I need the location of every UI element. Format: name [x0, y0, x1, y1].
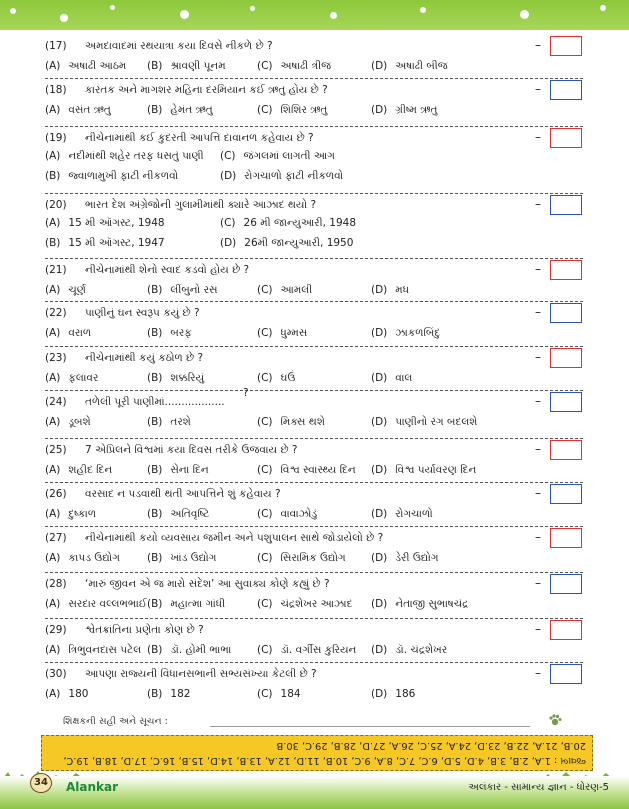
- option-letter: (D): [220, 237, 237, 249]
- option-letter: (A): [45, 688, 61, 700]
- option-item[interactable]: [147, 551, 216, 565]
- option-item[interactable]: [147, 463, 209, 477]
- question-block: [45, 387, 583, 439]
- option-item[interactable]: [147, 507, 209, 521]
- answer-box[interactable]: [550, 392, 582, 412]
- option-letter: (C): [220, 150, 236, 162]
- option-letter: (B): [147, 284, 163, 296]
- option-letter: (D): [371, 464, 388, 476]
- option-letter: (B): [147, 644, 163, 656]
- option-text: કાપડ ઉદ્યોગ: [68, 552, 120, 564]
- option-item[interactable]: [147, 326, 192, 340]
- option-text: તરશે: [170, 416, 191, 428]
- option-item[interactable]: [371, 507, 433, 521]
- option-item[interactable]: [371, 371, 412, 385]
- brand-logo: Alankar: [66, 780, 119, 794]
- option-item[interactable]: [45, 463, 112, 477]
- option-text: ખાંડ ઉદ્યોગ: [170, 552, 217, 564]
- option-letter: (B): [147, 598, 163, 610]
- question-text: અમદાવાદમાં રથયાત્રા કયા દિવસે નીકળે છે ?: [85, 40, 273, 52]
- answer-dash: –: [535, 394, 541, 408]
- option-item[interactable]: [220, 149, 335, 163]
- option-text: ડૉ. વર્ગીસ કુરિયન: [280, 644, 357, 656]
- answer-dash: –: [535, 82, 541, 96]
- answer-dash: –: [535, 130, 541, 144]
- option-text: શ્રાવણી પૂનમ: [170, 60, 226, 72]
- question-text: નીચેનામાંથી કયો વ્યવસાય જમીન અને પશુપાલન સાથે જોડાયેલો છે ?: [85, 532, 384, 544]
- option-text: રોગચાળો: [395, 508, 433, 520]
- question-number: (24): [45, 396, 67, 408]
- option-letter: (A): [45, 284, 61, 296]
- answer-dash: –: [535, 576, 541, 590]
- question-block: [45, 36, 583, 79]
- option-item[interactable]: [257, 415, 325, 429]
- header-band: [0, 0, 629, 30]
- option-item[interactable]: [45, 687, 88, 701]
- decorative-dot: [520, 10, 529, 19]
- option-text: અષાઢી આઠમ: [68, 60, 127, 72]
- option-text: વિશ્વ પર્યાવરણ દિન: [395, 464, 477, 476]
- footer-title: અલંકાર - સામાન્ય જ્ઞાન - ધોરણ-5: [468, 782, 609, 793]
- option-letter: (B): [147, 104, 163, 116]
- option-letter: (B): [147, 552, 163, 564]
- option-item[interactable]: [257, 687, 301, 701]
- option-text: ડૂબશે: [68, 416, 91, 428]
- option-text: શિશિર ઋતુ: [280, 104, 328, 116]
- option-letter: (C): [257, 464, 273, 476]
- option-text: શહીદ દિન: [68, 464, 113, 476]
- answer-box[interactable]: [550, 574, 582, 594]
- answer-box[interactable]: [550, 348, 582, 368]
- option-text: 184: [280, 688, 301, 700]
- option-letter: (C): [257, 60, 273, 72]
- option-letter: (A): [45, 416, 61, 428]
- question-text: શ્વેતક્રાંતિના પ્રણેતા કોણ છે ?: [85, 624, 204, 636]
- option-text: વાવાઝોડું: [280, 508, 318, 520]
- option-text: 180: [68, 688, 89, 700]
- option-item[interactable]: [371, 597, 468, 611]
- decorative-dot: [250, 6, 255, 11]
- answer-dash: –: [535, 262, 541, 276]
- question-block: [45, 195, 583, 259]
- question-text: વરસાદ ન પડવાથી થતી આપત્તિને શું કહેવાય ?: [85, 488, 281, 500]
- question-text: પાણીનું ઘન સ્વરૂપ કયું છે ?: [85, 307, 200, 319]
- option-item[interactable]: [45, 216, 165, 230]
- option-letter: (C): [257, 327, 273, 339]
- option-letter: (A): [45, 60, 61, 72]
- question-number: (19): [45, 132, 67, 144]
- option-letter: (D): [371, 644, 388, 656]
- option-letter: (B): [147, 464, 163, 476]
- decorative-dot: [600, 5, 606, 11]
- option-text: 15 મી ઑગસ્ટ, 1947: [68, 237, 165, 249]
- decorative-dot: [60, 14, 68, 22]
- option-text: ચંદ્રશેખર આઝાદ: [280, 598, 353, 610]
- option-letter: (C): [220, 217, 236, 229]
- option-letter: (A): [45, 327, 61, 339]
- question-text: નીચેનામાંથી કઈ કુદરતી આપત્તિ દાવાનળ કહેવાય છે ?: [85, 132, 314, 144]
- option-letter: (C): [257, 284, 273, 296]
- option-text: હેમંત ઋતુ: [170, 104, 213, 116]
- signature-line[interactable]: [210, 726, 530, 727]
- question-text: નીચેનામાંથી કયું કઠોળ છે ?: [85, 352, 204, 364]
- question-number: (25): [45, 444, 67, 456]
- option-text: 26મી જાન્યુઆરી, 1950: [244, 237, 354, 249]
- question-number: (21): [45, 264, 67, 276]
- option-item[interactable]: [371, 643, 447, 657]
- option-text: અષાઢી ત્રીજ: [280, 60, 332, 72]
- option-letter: (A): [45, 598, 61, 610]
- question-number: (22): [45, 307, 67, 319]
- option-item[interactable]: [371, 283, 409, 297]
- option-text: જ્વાળામુખી ફાટી નીકળવો: [68, 170, 179, 182]
- question-text: ભારત દેશ અંગ્રેજોની ગુલામીમાંથી ક્યારે આઝાદ થયો ?: [85, 199, 317, 211]
- option-text: રોગચાળો ફાટી નીકળવો: [244, 170, 344, 182]
- option-letter: (C): [257, 416, 273, 428]
- option-text: ચૂર્ણ: [68, 284, 86, 296]
- answer-dash: –: [535, 197, 541, 211]
- option-item[interactable]: [45, 326, 91, 340]
- option-letter: (B): [45, 237, 61, 249]
- option-letter: (D): [371, 372, 388, 384]
- option-item[interactable]: [147, 371, 204, 385]
- option-item[interactable]: [371, 687, 415, 701]
- option-text: મધ: [395, 284, 409, 296]
- option-letter: (B): [147, 508, 163, 520]
- option-item[interactable]: [257, 507, 317, 521]
- option-letter: (C): [257, 552, 273, 564]
- question-text: 7 એપ્રિલને વિશ્વમાં કયા દિવસ તરીકે ઉજવાય છે ?: [85, 444, 298, 456]
- page-number: 34: [30, 773, 52, 793]
- paw-icon: [548, 713, 562, 727]
- answer-box[interactable]: [550, 440, 582, 460]
- question-text: નીચેનામાંથી શેનો સ્વાદ કડવો હોય છે ?: [85, 264, 250, 276]
- option-letter: (A): [45, 644, 61, 656]
- question-text: કારતક અને માગશર મહિના દરમિયાન કઈ ઋતુ હોય છે ?: [85, 84, 328, 96]
- option-item[interactable]: [147, 597, 225, 611]
- option-text: 182: [170, 688, 191, 700]
- option-letter: (A): [45, 104, 61, 116]
- question-number: (18): [45, 84, 67, 96]
- option-letter: (D): [371, 60, 388, 72]
- option-item[interactable]: [371, 415, 477, 429]
- option-letter: (C): [257, 598, 273, 610]
- option-letter: (B): [147, 327, 163, 339]
- question-block: [45, 260, 583, 302]
- option-letter: (B): [147, 372, 163, 384]
- option-letter: (C): [257, 372, 273, 384]
- option-item[interactable]: [257, 326, 307, 340]
- question-number: (29): [45, 624, 67, 636]
- option-text: ધુમ્મસ: [280, 327, 308, 339]
- option-text: નદીમાંથી શહેર તરફ ધસતું પાણી: [68, 150, 204, 162]
- question-text: આપણા રાજ્યની વિધાનસભાની સભ્યસંખ્યા કેટલી છે ?: [85, 668, 317, 680]
- option-text: અષાઢી બીજ: [395, 60, 448, 72]
- answer-dash: –: [535, 305, 541, 319]
- question-number: (23): [45, 352, 67, 364]
- option-letter: (D): [371, 284, 388, 296]
- option-item[interactable]: [257, 463, 356, 477]
- option-text: 26 મી જાન્યુઆરી, 1948: [243, 217, 357, 229]
- option-item[interactable]: [45, 507, 96, 521]
- question-block: [45, 440, 583, 483]
- option-letter: (D): [371, 508, 388, 520]
- question-number: (26): [45, 488, 67, 500]
- question-number: (20): [45, 199, 67, 211]
- option-text: સિરામિક ઉદ્યોગ: [280, 552, 346, 564]
- option-text: મિક્સ થશે: [280, 416, 325, 428]
- option-text: 15 મી ઑગસ્ટ, 1948: [68, 217, 165, 229]
- answer-box[interactable]: [550, 260, 582, 280]
- question-number: (28): [45, 578, 67, 590]
- question-block: [45, 484, 583, 527]
- answer-key-box: [41, 735, 593, 771]
- option-item[interactable]: [257, 643, 356, 657]
- option-item[interactable]: [45, 283, 86, 297]
- option-text: ઝાકળબિંદુ: [395, 327, 441, 339]
- option-letter: (C): [257, 644, 273, 656]
- answer-box[interactable]: [550, 484, 582, 504]
- option-text: દુષ્કાળ: [68, 508, 97, 520]
- option-item[interactable]: [371, 103, 437, 117]
- option-text: ઘઉં: [280, 372, 296, 384]
- decorative-dot: [420, 7, 426, 13]
- answer-box[interactable]: [550, 528, 582, 548]
- option-text: વાલ: [395, 372, 413, 384]
- option-item[interactable]: [371, 551, 439, 565]
- question-block: [45, 80, 583, 127]
- option-item[interactable]: [147, 103, 213, 117]
- option-item[interactable]: [45, 169, 178, 183]
- option-text: ડૉ. હોમી ભાભા: [170, 644, 232, 656]
- answer-box[interactable]: [550, 195, 582, 215]
- answer-dash: –: [535, 442, 541, 456]
- answer-box[interactable]: [550, 303, 582, 323]
- option-text: વસંત ઋતુ: [68, 104, 111, 116]
- option-text: ડેરી ઉદ્યોગ: [395, 552, 439, 564]
- question-number: (17): [45, 40, 67, 52]
- question-text: ‘મારું જીવન એ જ મારો સંદેશ’ આ સુવાક્ય કોણે કહ્યું છે ?: [85, 578, 330, 590]
- answer-key-text: જવાબ : 1.A, 2.B, 3.B, 4.D, 5.D, 6.C, 7.C, 8.A, 9.C, 10.B, 11.D, 12.A, 13.B, 14.D, 15.B, 16.C, 17.D, 18.B, 19.C, 20.B, 21.A, 22.B, 23.D, 24.A, 25.C, 26.A, 27.D, 28.B, 29.C, 30.B: [63, 740, 586, 766]
- option-item[interactable]: [371, 463, 476, 477]
- option-letter: (D): [371, 327, 388, 339]
- question-mark: ?: [243, 387, 249, 399]
- option-text: સરદાર વલ્લભભાઈ: [68, 598, 147, 610]
- option-letter: (B): [147, 416, 163, 428]
- answer-box[interactable]: [550, 36, 582, 56]
- option-letter: (C): [257, 104, 273, 116]
- option-letter: (A): [45, 464, 61, 476]
- question-text: તળેલી પૂરી પાણીમાં..................: [85, 396, 225, 408]
- option-item[interactable]: [45, 371, 98, 385]
- option-item[interactable]: [257, 59, 331, 73]
- option-item[interactable]: [371, 59, 448, 73]
- question-block: [45, 528, 583, 573]
- option-text: લીંબુનો રસ: [170, 284, 218, 296]
- option-item[interactable]: [45, 149, 204, 163]
- option-letter: (A): [45, 508, 61, 520]
- question-block: [45, 574, 583, 619]
- answer-dash: –: [535, 622, 541, 636]
- answer-box[interactable]: [550, 80, 582, 100]
- option-text: ફલાવર: [68, 372, 99, 384]
- question-block: [45, 664, 583, 706]
- option-text: વિશ્વ સ્વાસ્થ્ય દિન: [280, 464, 356, 476]
- option-text: ત્રિભુવનદાસ પટેલ: [68, 644, 142, 656]
- option-item[interactable]: [220, 236, 353, 250]
- answer-dash: –: [535, 350, 541, 364]
- option-item[interactable]: [257, 597, 352, 611]
- option-letter: (B): [147, 688, 163, 700]
- option-text: પાણીનો રંગ બદલશે: [395, 416, 478, 428]
- option-letter: (D): [371, 552, 388, 564]
- option-letter: (D): [371, 688, 388, 700]
- option-item[interactable]: [45, 597, 147, 611]
- option-item[interactable]: [45, 236, 165, 250]
- option-item[interactable]: [45, 551, 120, 565]
- decorative-dot: [110, 5, 115, 10]
- option-letter: (D): [371, 416, 388, 428]
- option-text: બરફ: [170, 327, 192, 339]
- option-item[interactable]: [220, 169, 343, 183]
- option-letter: (D): [371, 104, 388, 116]
- option-letter: (A): [45, 217, 61, 229]
- option-letter: (B): [45, 170, 61, 182]
- option-item[interactable]: [147, 59, 226, 73]
- option-text: ગ્રીષ્મ ઋતુ: [395, 104, 438, 116]
- signature-label: શિક્ષકની સહી અને સૂચન :: [63, 716, 168, 727]
- option-item[interactable]: [45, 103, 111, 117]
- option-letter: (A): [45, 150, 61, 162]
- decorative-dot: [10, 8, 16, 14]
- option-item[interactable]: [257, 551, 346, 565]
- option-letter: (D): [371, 598, 388, 610]
- option-text: શક્કરિયું: [170, 372, 205, 384]
- option-letter: (A): [45, 372, 61, 384]
- decorative-dot: [180, 10, 189, 19]
- option-item[interactable]: [45, 59, 126, 73]
- answer-dash: –: [535, 530, 541, 544]
- answer-box[interactable]: [550, 664, 582, 684]
- option-text: વરાળ: [68, 327, 92, 339]
- option-item[interactable]: [147, 283, 218, 297]
- option-item[interactable]: [257, 371, 295, 385]
- question-block: [45, 128, 583, 194]
- option-item[interactable]: [147, 687, 190, 701]
- option-item[interactable]: [45, 643, 141, 657]
- option-letter: (D): [220, 170, 237, 182]
- option-text: નેતાજી સુભાષચંદ્ર: [395, 598, 469, 610]
- option-text: ડૉ. ચંદ્રશેખર: [395, 644, 448, 656]
- question-number: (30): [45, 668, 67, 680]
- option-text: 186: [395, 688, 416, 700]
- option-item[interactable]: [147, 415, 191, 429]
- option-item[interactable]: [257, 283, 312, 297]
- option-item[interactable]: [45, 415, 91, 429]
- option-text: અતિવૃષ્ટિ: [170, 508, 210, 520]
- option-letter: (B): [147, 60, 163, 72]
- option-text: મહાત્મા ગાંધી: [170, 598, 226, 610]
- question-block: [45, 620, 583, 663]
- decorative-dot: [330, 12, 337, 19]
- option-text: સેના દિન: [170, 464, 209, 476]
- option-item[interactable]: [371, 326, 440, 340]
- option-text: આમલી: [280, 284, 313, 296]
- question-block: [45, 303, 583, 347]
- option-item[interactable]: [147, 643, 231, 657]
- answer-box[interactable]: [550, 620, 582, 640]
- option-text: જંગલમાં લાગતી આગ: [243, 150, 335, 162]
- option-item[interactable]: [257, 103, 327, 117]
- answer-dash: –: [535, 486, 541, 500]
- option-item[interactable]: [220, 216, 356, 230]
- answer-dash: –: [535, 38, 541, 52]
- question-number: (27): [45, 532, 67, 544]
- answer-box[interactable]: [550, 128, 582, 148]
- answer-dash: –: [535, 666, 541, 680]
- option-letter: (C): [257, 508, 273, 520]
- question-block: [45, 348, 583, 391]
- option-letter: (C): [257, 688, 273, 700]
- option-letter: (A): [45, 552, 61, 564]
